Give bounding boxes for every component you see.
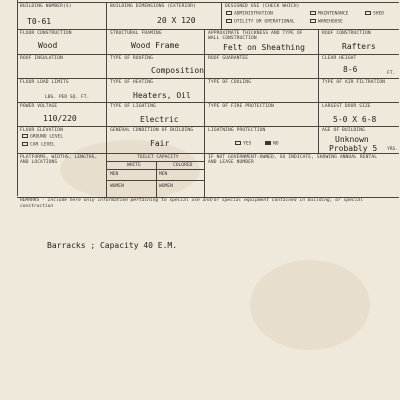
cell-air-filtration xyxy=(318,79,399,103)
structural-framing-label: STRUCTURAL FRAMING xyxy=(110,31,162,36)
age-unit: YRS. xyxy=(387,147,399,152)
car-level-option[interactable] xyxy=(22,142,55,149)
cell-lighting xyxy=(106,103,204,127)
remarks-label: REMARKS - Include here only information pertaining to special use and/or special equipment contained in building, or special construction xyxy=(20,198,363,209)
row-elevation-condition xyxy=(17,126,399,154)
row-power-lighting xyxy=(17,102,399,127)
cell-wall-construction xyxy=(204,30,318,55)
floor-elevation-label: FLOOR ELEVATION xyxy=(20,128,63,133)
cell-floor-load xyxy=(17,79,106,103)
use-utility[interactable] xyxy=(226,19,295,26)
building-numbers-value: T0-61 xyxy=(27,17,52,26)
age-value-1: Unknown xyxy=(335,135,369,144)
cell-toilet-capacity xyxy=(106,154,204,197)
clear-height-value: 8-6 xyxy=(343,65,358,74)
cell-designed-use xyxy=(221,3,399,30)
cooling-label: TYPE OF COOLING xyxy=(208,80,251,85)
use-maintenance[interactable] xyxy=(310,11,348,18)
power-voltage-value: 110/220 xyxy=(43,114,77,123)
general-condition-label: GENERAL CONDITION OF BUILDING xyxy=(110,128,194,133)
cell-fire-protection xyxy=(204,103,318,127)
lightning-label: LIGHTNING PROTECTION xyxy=(208,128,266,133)
use-administration-label: ADMINISTRATION xyxy=(234,11,273,17)
use-maintenance-label: MAINTENANCE xyxy=(318,11,349,17)
use-administration[interactable] xyxy=(226,11,273,18)
lighting-label: TYPE OF LIGHTING xyxy=(110,104,156,109)
age-value-2: Probably 5 xyxy=(329,144,378,153)
checkbox-icon xyxy=(22,134,28,138)
lightning-no-label: NO xyxy=(273,141,279,147)
use-shed[interactable] xyxy=(365,11,384,18)
cell-roof-guarantee xyxy=(204,55,318,79)
use-warehouse[interactable] xyxy=(310,19,343,26)
ground-level-option[interactable] xyxy=(22,134,63,141)
cell-roof-construction xyxy=(318,30,399,55)
cell-building-numbers xyxy=(17,3,106,30)
heating-value: Heaters, Oil xyxy=(133,91,191,100)
cell-door-size xyxy=(318,103,399,127)
remarks-text: Barracks ; Capacity 40 E.M. xyxy=(47,241,178,250)
cell-heating xyxy=(106,79,204,103)
car-level-label: CAR LEVEL xyxy=(30,142,55,148)
row-building-info xyxy=(17,2,399,30)
toilet-men-white: MEN xyxy=(110,172,119,177)
roof-construction-label: ROOF CONSTRUCTION xyxy=(322,31,371,36)
paper-stain xyxy=(250,260,370,350)
row-construction xyxy=(17,29,399,55)
designed-use-label: DESIGNED USE (CHECK WHICH) xyxy=(225,4,300,9)
lightning-no-option[interactable] xyxy=(265,141,279,148)
door-size-label: LARGEST DOOR SIZE xyxy=(322,104,371,109)
row-platforms-toilets xyxy=(17,153,399,198)
lighting-value: Electric xyxy=(140,115,179,124)
checkbox-icon xyxy=(235,141,241,145)
roofing-value: Composition xyxy=(151,66,204,75)
floor-construction-label: FLOOR CONSTRUCTION xyxy=(20,31,72,36)
door-size-value: 5-0 X 6-8 xyxy=(333,115,377,124)
cell-general-condition xyxy=(106,127,204,154)
cell-roofing-type xyxy=(106,55,204,79)
checkbox-icon xyxy=(226,11,232,15)
cell-roof-insulation xyxy=(17,55,106,79)
cell-structural-framing xyxy=(106,30,204,55)
roof-construction-value: Rafters xyxy=(342,42,376,51)
power-voltage-label: POWER VOLTAGE xyxy=(20,104,58,109)
row-roofing xyxy=(17,54,399,79)
checked-box-icon xyxy=(265,141,271,145)
cell-platforms xyxy=(17,154,106,197)
general-condition-value: Fair xyxy=(150,139,170,148)
roof-guarantee-label: ROOF GUARANTEE xyxy=(208,56,249,61)
rental-label: IF NOT GOVERNMENT-OWNED, SO INDICATE, SHOWING ANNUAL RENTAL AND LEASE NUMBER xyxy=(208,155,378,166)
cell-cooling xyxy=(204,79,318,103)
platforms-label: PLATFORMS, WIDTHS, LENGTHS, AND LOCATIONS xyxy=(20,155,98,166)
roof-insulation-label: ROOF INSULATION xyxy=(20,56,63,61)
toilet-label: TOILET CAPACITY xyxy=(137,155,179,160)
cell-floor-construction xyxy=(17,30,106,55)
dimensions-value: 20 X 120 xyxy=(157,16,196,25)
checkbox-icon xyxy=(365,11,371,15)
checkbox-icon xyxy=(226,19,232,23)
ground-level-label: GROUND LEVEL xyxy=(30,134,64,140)
air-filtration-label: TYPE OF AIR FILTRATION xyxy=(322,80,386,85)
cell-age xyxy=(318,127,399,154)
checkbox-icon xyxy=(310,11,316,15)
checkbox-icon xyxy=(310,19,316,23)
toilet-column-divider xyxy=(156,161,157,197)
cell-lightning-protection xyxy=(204,127,318,154)
dimensions-label: BUILDING DIMENSIONS (EXTERIOR) xyxy=(110,4,196,9)
floor-construction-value: Wood xyxy=(38,41,58,50)
heating-label: TYPE OF HEATING xyxy=(110,80,153,85)
use-shed-label: SHED xyxy=(373,11,385,17)
toilet-women-colored: WOMEN xyxy=(159,184,173,189)
age-label: AGE OF BUILDING xyxy=(322,128,365,133)
roofing-label: TYPE OF ROOFING xyxy=(110,56,153,61)
toilet-white-header: WHITE xyxy=(127,163,141,168)
checkbox-icon xyxy=(22,142,28,146)
cell-dimensions xyxy=(106,3,221,30)
cell-floor-elevation xyxy=(17,127,106,154)
fire-protection-label: TYPE OF FIRE PROTECTION xyxy=(208,104,274,109)
structural-framing-value: Wood Frame xyxy=(131,41,180,50)
floor-load-label: FLOOR LOAD LIMITS xyxy=(20,80,69,85)
cell-rental xyxy=(204,154,399,197)
toilet-colored-header: COLORED xyxy=(173,163,193,168)
building-numbers-label: BUILDING NUMBER(S) xyxy=(20,4,72,9)
wall-value: Felt on Sheathing xyxy=(223,43,305,52)
wall-label: APPROXIMATE THICKNESS AND TYPE OF WALL CONSTRUCTION xyxy=(208,31,303,42)
clear-height-label: CLEAR HEIGHT xyxy=(322,56,357,61)
floor-load-unit: LBS. PER SQ. FT. xyxy=(45,95,90,100)
lightning-yes-option[interactable] xyxy=(235,141,251,148)
toilet-divider xyxy=(107,180,204,181)
cell-power-voltage xyxy=(17,103,106,127)
toilet-men-colored: MEN xyxy=(159,172,168,177)
use-utility-label: UTILITY OR OPERATIONAL xyxy=(234,19,295,25)
cell-clear-height xyxy=(318,55,399,79)
lightning-yes-label: YES xyxy=(243,141,252,147)
toilet-women-white: WOMEN xyxy=(110,184,124,189)
clear-height-unit: FT. xyxy=(387,71,396,76)
use-warehouse-label: WAREHOUSE xyxy=(318,19,343,25)
row-loads-heating xyxy=(17,78,399,103)
